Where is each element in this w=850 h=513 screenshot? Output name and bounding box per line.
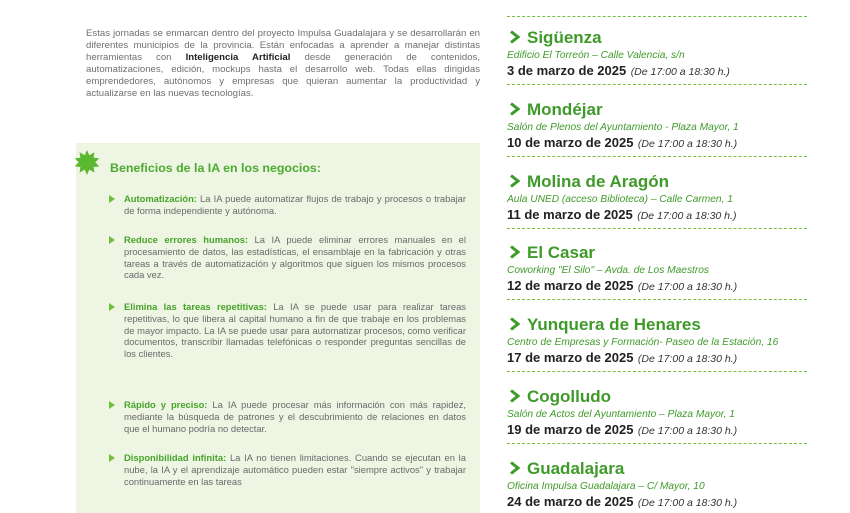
session-date [507, 135, 737, 152]
session-date [507, 350, 737, 367]
triangle-bullet-icon [109, 236, 115, 244]
session-venue: Aula UNED (acceso Biblioteca) – Calle Carmen, 1 [507, 194, 733, 205]
benefit-text: La IA no tienen limitaciones. Cuando se ejecutan en la nube, la IA y el aprendizaje automático pueden estar "siempre activos" y trabajar continuamente en las tareas [124, 452, 466, 487]
session-date [507, 278, 737, 295]
benefit-item [106, 399, 466, 434]
session-venue: Salón de Plenos del Ayuntamiento - Plaza Mayor, 1 [507, 122, 739, 133]
chevron-right-icon [508, 317, 522, 331]
session-time: (De 17:00 a 18:30 h.) [630, 66, 730, 78]
benefit-item [106, 234, 466, 281]
chevron-right-icon [508, 389, 522, 403]
divider [507, 443, 807, 444]
session-venue: Oficina Impulsa Guadalajara – C/ Mayor, 10 [507, 481, 705, 492]
session-date-text: 10 de marzo de 2025 [507, 135, 634, 150]
session-date-text: 19 de marzo de 2025 [507, 422, 634, 437]
benefit-title: Reduce errores humanos: [124, 234, 249, 245]
session-venue: Salón de Actos del Ayuntamiento – Plaza Mayor, 1 [507, 409, 735, 420]
session-city: Molina de Aragón [527, 172, 669, 191]
benefit-item [106, 301, 466, 360]
session-date-text: 24 de marzo de 2025 [507, 494, 634, 509]
session-time: (De 17:00 a 18:30 h.) [637, 138, 738, 150]
session-date [507, 63, 730, 80]
chevron-right-icon [508, 102, 522, 116]
triangle-bullet-icon [109, 401, 115, 409]
session-venue: Edificio El Torreón – Calle Valencia, s/n [507, 50, 685, 61]
session-city: Guadalajara [527, 459, 625, 478]
divider [507, 371, 807, 372]
session-date [507, 207, 736, 224]
session-date-text: 17 de marzo de 2025 [507, 350, 634, 365]
session-venue: Coworking "El Silo" – Avda. de Los Maestros [507, 265, 710, 276]
divider [507, 84, 807, 85]
divider [507, 299, 807, 300]
session-city: El Casar [527, 243, 596, 262]
chevron-right-icon [508, 245, 522, 259]
session-date-text: 11 de marzo de 2025 [507, 207, 633, 222]
session-time: (De 17:00 a 18:30 h.) [637, 497, 738, 509]
benefit-text: La IA puede eliminar errores manuales en el procesamiento de datos, las estadísticas, el ensamblaje en la fabricación y otras tareas a través de automatización y algoritmos que siguen los mismos procesos cada vez. [124, 234, 466, 281]
chevron-right-icon [508, 174, 522, 188]
benefit-title: Elimina las tareas repetitivas: [124, 301, 267, 312]
benefit-text: La IA puede procesar más información con más rapidez, mediante la búsqueda de patrones y el descubrimiento de relaciones en datos que el humano podría no detectar. [124, 399, 466, 434]
benefit-text: La IA se puede usar para realizar tareas repetitivas, lo que libera al capital humano a fin de que trabaje en los problemas de mayor impacto. La IA se puede usar para automatizar procesos, como verificar documentos, transcribir llamadas telefónicas o responder preguntas sencillas de los clientes. [124, 301, 466, 360]
triangle-bullet-icon [109, 195, 115, 203]
intro-text-1: Estas jornadas se enmarcan dentro del proyecto Impulsa Guadalajara y se desarrollarán en diferentes municipios de la provincia. Están enfocadas a aprender a manejar distintas herramientas con [86, 28, 480, 64]
divider [507, 16, 807, 17]
benefit-text: La IA puede automatizar flujos de trabajo y procesos o trabajar de forma independiente y autónoma. [124, 193, 466, 216]
session-date [507, 494, 737, 511]
session-date [507, 422, 737, 439]
intro-highlight: Inteligencia Artificial [185, 52, 291, 64]
session-time: (De 17:00 a 18:30 h.) [637, 425, 738, 437]
session-time: (De 17:00 a 18:30 h.) [637, 281, 738, 293]
session-city: Cogolludo [527, 387, 612, 406]
triangle-bullet-icon [109, 454, 115, 462]
benefit-item [106, 452, 466, 487]
session-time: (De 17:00 a 18:30 h.) [637, 210, 737, 222]
benefit-item [106, 193, 466, 217]
benefit-title: Disponibilidad infinita: [124, 452, 227, 463]
chevron-right-icon [508, 461, 522, 475]
benefits-title: Beneficios de la IA en los negocios: [110, 161, 321, 175]
divider [507, 228, 807, 229]
benefit-title: Rápido y preciso: [124, 399, 208, 410]
triangle-bullet-icon [109, 303, 115, 311]
benefit-title: Automatización: [124, 193, 197, 204]
session-city: Sigüenza [527, 28, 602, 47]
intro-paragraph [86, 28, 480, 101]
chevron-right-icon [508, 30, 522, 44]
session-venue: Centro de Empresas y Formación- Paseo de la Estación, 16 [507, 337, 779, 348]
session-city: Mondéjar [527, 100, 603, 119]
session-time: (De 17:00 a 18:30 h.) [637, 353, 738, 365]
divider [507, 156, 807, 157]
session-date-text: 3 de marzo de 2025 [507, 63, 627, 78]
intro-text-2: desde generación de contenidos, automatizaciones, edición, mockups hasta el desarrollo web. Todas ellas dirigidas emprendedores, autónomos y empresas que quieran aumentar la productividad y actualizarse en las nuevas tecnologías. [86, 52, 480, 100]
burst-icon [74, 150, 100, 176]
session-city: Yunquera de Henares [527, 315, 701, 334]
session-date-text: 12 de marzo de 2025 [507, 278, 634, 293]
